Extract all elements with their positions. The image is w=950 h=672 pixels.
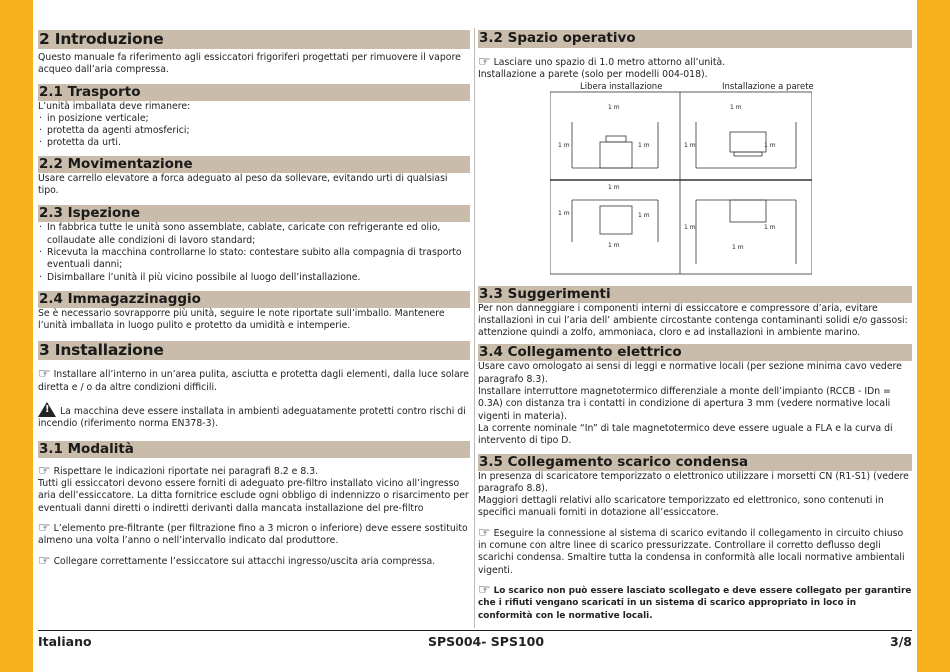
section-3-1-note-3: ☞ Collegare correttamente l’essiccatore sui attacchi ingresso/uscita aria compressa. (38, 553, 436, 570)
section-3-1-text: Tutti gli essiccatori devono essere forniti di adeguato pre-filtro installato vicino all’ingresso aria dell’essiccatore. La ditta fornitrice esclude ogni obbligo di indennizzo o risarcimento per eventuali danni diretti o indiretti derivanti dalla mancata installazione del pre-filtro (38, 477, 469, 514)
list-item: · In fabbrica tutte le unità sono assemblate, cablate, caricate con refrigerante ed olio, collaudate alle condizioni di lavoro standard; (39, 222, 441, 246)
section-3-1-heading: 3.1 Modalità (38, 441, 470, 458)
dim-label: 1 m (558, 209, 570, 217)
dim-label: 1 m (684, 141, 696, 149)
right-color-band (917, 0, 950, 672)
dryer-unit (730, 200, 766, 222)
section-2-1-intro: L’unità imballata deve rimanere: (38, 100, 191, 112)
operating-space-diagram (550, 82, 812, 280)
dim-label: 1 m (732, 243, 744, 251)
left-column (38, 30, 470, 569)
pointing-hand-icon: ☞ (38, 366, 51, 383)
list-item: · protetta da agenti atmosferici; (39, 125, 190, 137)
footer-rule (38, 630, 912, 631)
footer-language: Italiano (38, 634, 92, 649)
diagram-frame (550, 92, 812, 274)
label-wall-installation: Installazione a parete (722, 81, 814, 92)
dim-label: 1 m (608, 183, 620, 191)
section-2-1-heading: 2.1 Trasporto (38, 84, 470, 101)
section-3-3-text: Per non danneggiare i componenti interni di essiccatore e compressore d’aria, evitare installazioni in cui l’aria dell’ ambiente circostante contenga contaminanti solidi e/o gassosi: attenzione quindi a zolfo, ammoniaca, cloro e ad installazioni in ambiente marino. (478, 302, 908, 339)
dryer-unit (600, 206, 632, 234)
list-item: · protetta da urti. (39, 137, 121, 149)
dim-label: 1 m (608, 241, 620, 249)
section-2-4-text: Se è necessario sovrapporre più unità, seguire le note riportate sull’imballo. Mantenere l’unità imballata in luogo pulito e protetto da umidità e intemperie. (38, 307, 445, 332)
dim-label: 1 m (764, 223, 776, 231)
dim-label: 1 m (638, 141, 650, 149)
section-3-2-heading: 3.2 Spazio operativo (478, 30, 912, 48)
section-3-5-text-1: In presenza di scaricatore temporizzato o elettronico utilizzare i morsetti CN (R1-S1) (vedere paragrafo 8.8). (478, 470, 909, 494)
dim-label: 1 m (608, 103, 620, 111)
pointing-hand-icon: ☞ (38, 553, 51, 570)
section-2-text: Questo manuale fa riferimento agli essiccatori frigoriferi progettati per rimuovere il vapore acqueo dall’aria compressa. (38, 52, 461, 76)
section-3-3-heading: 3.3 Suggerimenti (478, 286, 912, 303)
section-2-4-heading: 2.4 Immagazzinaggio (38, 291, 470, 308)
dryer-unit (600, 142, 632, 168)
dim-label: 1 m (638, 211, 650, 219)
section-2-3-heading: 2.3 Ispezione (38, 205, 470, 222)
section-3-5-note-bold: ☞ Lo scarico non può essere lasciato scollegato e deve essere collegato per garantire che i rifiuti vengano scaricati in un sistema di scarico appropriato in loco in conformità con le normative locali. (478, 581, 912, 621)
section-2-2-text: Usare carrello elevatore a forca adeguato al peso da sollevare, evitando urti di qualsiasi tipo. (38, 172, 448, 197)
warning-triangle-icon: ! (38, 402, 56, 417)
footer-model: SPS004- SPS100 (428, 634, 545, 649)
section-3-1-note-2: ☞ L’elemento pre-filtrante (per filtrazione fino a 3 micron o inferiore) deve essere sostituito almeno una volta l’anno o nell’intervallo indicato dal produttore. (38, 519, 468, 547)
section-3-heading: 3 Installazione (38, 341, 470, 360)
pointing-hand-icon: ☞ (38, 462, 51, 479)
column-divider (474, 28, 475, 628)
right-column (478, 30, 912, 622)
dim-label: 1 m (684, 223, 696, 231)
left-color-band (0, 0, 33, 672)
section-2-2-heading: 2.2 Movimentazione (38, 156, 470, 173)
section-3-4-text-2: Installare interruttore magnetotermico differenziale a monte dell’impianto (RCCB - IDn = 0.3A) con distanza tra i contatti in condizione di apertura 3 mm (vedere normative locali vigenti in materia). (478, 386, 891, 422)
footer-page-number: 3/8 (890, 634, 912, 649)
section-3-2-note: ☞ Lasciare uno spazio di 1.0 metro attorno all’unità. (478, 54, 726, 70)
diagram-drawing (550, 82, 812, 280)
pointing-hand-icon: ☞ (38, 519, 51, 536)
list-item: · Disimballare l’unità il più vicino possibile al luogo dell’installazione. (39, 271, 361, 283)
section-3-4-text-1: Usare cavo omologato ai sensi di leggi e normative locali (per sezione minima cavo vedere paragrafo 8.3). (478, 361, 902, 385)
label-free-installation: Libera installazione (580, 81, 663, 92)
dryer-unit (730, 132, 766, 152)
section-2-heading: 2 Introduzione (38, 30, 470, 49)
page-footer (38, 630, 912, 650)
section-3-1-note-1: ☞ Rispettare le indicazioni riportate nei paragrafi 8.2 e 8.3. (38, 462, 319, 479)
section-3-4-heading: 3.4 Collegamento elettrico (478, 344, 912, 361)
list-item: · Ricevuta la macchina controllarne lo stato: contestare subito alla compagnia di trasporto eventuali danni; (39, 246, 462, 271)
pointing-hand-icon: ☞ (478, 524, 491, 541)
section-3-warning: ! La macchina deve essere installata in ambienti adeguatamente protetti contro rischi di incendio (riferimento norma EN378-3). (38, 404, 466, 430)
list-item: · in posizione verticale; (39, 112, 149, 124)
dim-label: 1 m (764, 141, 776, 149)
section-3-5-heading: 3.5 Collegamento scarico condensa (478, 454, 912, 471)
dim-label: 1 m (730, 103, 742, 111)
section-3-5-text-2: Maggiori dettagli relativi allo scaricatore temporizzato ed elettronico, sono contenuti in specifici manuali forniti in dotazione all’essiccatore. (478, 495, 884, 519)
pointing-hand-icon: ☞ (478, 581, 491, 598)
section-3-note: ☞ Installare all’interno in un’area pulita, asciutta e protetta dagli elementi, dalla luce solare diretta e / o da altre condizioni difficili. (38, 366, 469, 393)
dim-label: 1 m (558, 141, 570, 149)
pointing-hand-icon: ☞ (478, 54, 491, 70)
section-3-4-text-3: La corrente nominale “In” di tale magnetotermico deve essere uguale a FLA e la curva di intervento di tipo D. (478, 422, 893, 447)
section-3-5-note: ☞ Eseguire la connessione al sistema di scarico evitando il collegamento in circuito chiuso in comune con altre linee di scarico pressurizzate. Controllare il corretto deflusso degli scarichi condensa. Smaltire tutta la condensa in conformità alle locali normative ambientali vigenti. (478, 524, 905, 576)
section-3-2-text: Installazione a parete (solo per modelli 004-018). (478, 69, 708, 81)
